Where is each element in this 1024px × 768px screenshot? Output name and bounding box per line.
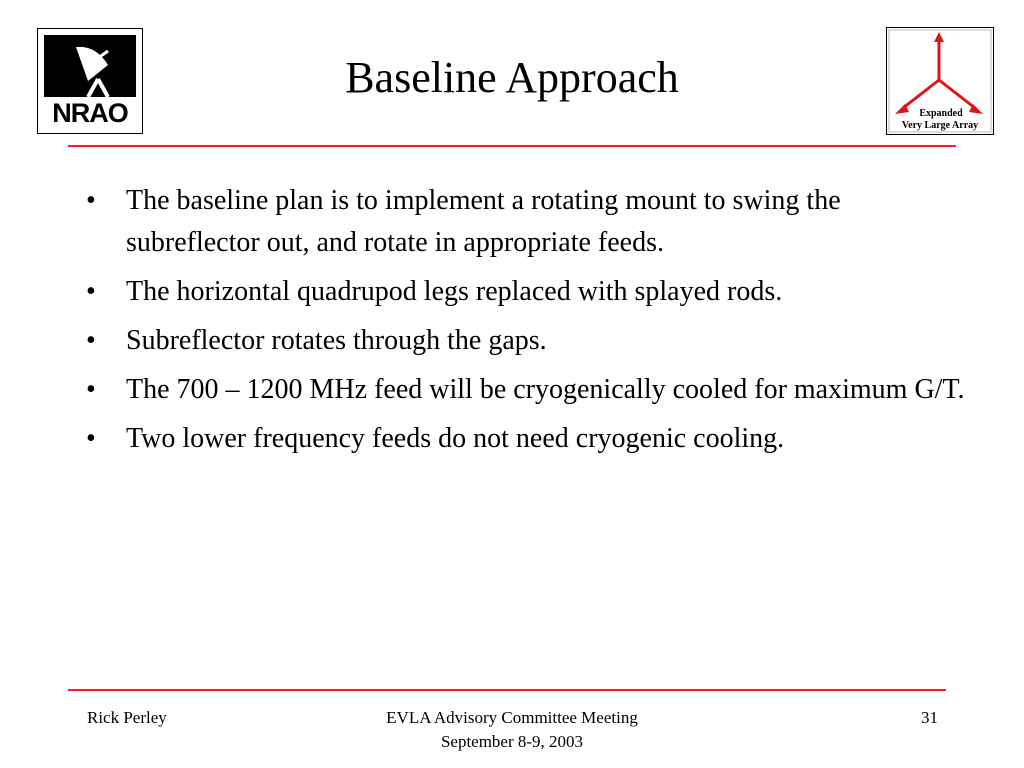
bullet-item — [86, 418, 966, 460]
footer-event-name: EVLA Advisory Committee Meeting — [386, 708, 638, 727]
evla-logo-graphic — [887, 28, 993, 134]
bullet-item — [86, 271, 966, 313]
footer-divider — [68, 689, 946, 691]
bullet-text: The baseline plan is to implement a rotating mount to swing the subreflector out, and rotate in appropriate feeds. — [126, 185, 841, 258]
evla-logo-line1: Expanded — [919, 108, 963, 119]
bullet-item — [86, 320, 966, 362]
nrao-logo-graphic — [38, 29, 142, 133]
evla-logo — [886, 27, 994, 135]
footer-event-date: September 8-9, 2003 — [440, 732, 584, 751]
nrao-logo-text: NRAO — [52, 98, 128, 128]
bullet-list — [86, 180, 966, 467]
footer-author: Rick Perley — [87, 708, 167, 727]
slide-title: Baseline Approach — [345, 53, 679, 102]
title-divider — [68, 145, 956, 147]
bullet-text: Two lower frequency feeds do not need cryogenic cooling. — [126, 423, 785, 454]
bullet-dot-icon: • — [86, 325, 96, 356]
bullet-text: The 700 – 1200 MHz feed will be cryogenically cooled for maximum G/T. — [126, 374, 965, 405]
bullet-text: Subreflector rotates through the gaps. — [126, 325, 547, 356]
bullet-dot-icon: • — [86, 374, 96, 405]
bullet-dot-icon: • — [86, 423, 96, 454]
nrao-logo — [37, 28, 143, 134]
bullet-dot-icon: • — [86, 276, 96, 307]
evla-logo-line2: Very Large Array — [901, 120, 979, 131]
page-number: 31 — [921, 708, 938, 727]
footer-event — [312, 706, 712, 754]
bullet-item — [86, 180, 966, 264]
bullet-item — [86, 369, 966, 411]
bullet-text: The horizontal quadrupod legs replaced with splayed rods. — [126, 276, 783, 307]
bullet-dot-icon: • — [86, 185, 96, 216]
